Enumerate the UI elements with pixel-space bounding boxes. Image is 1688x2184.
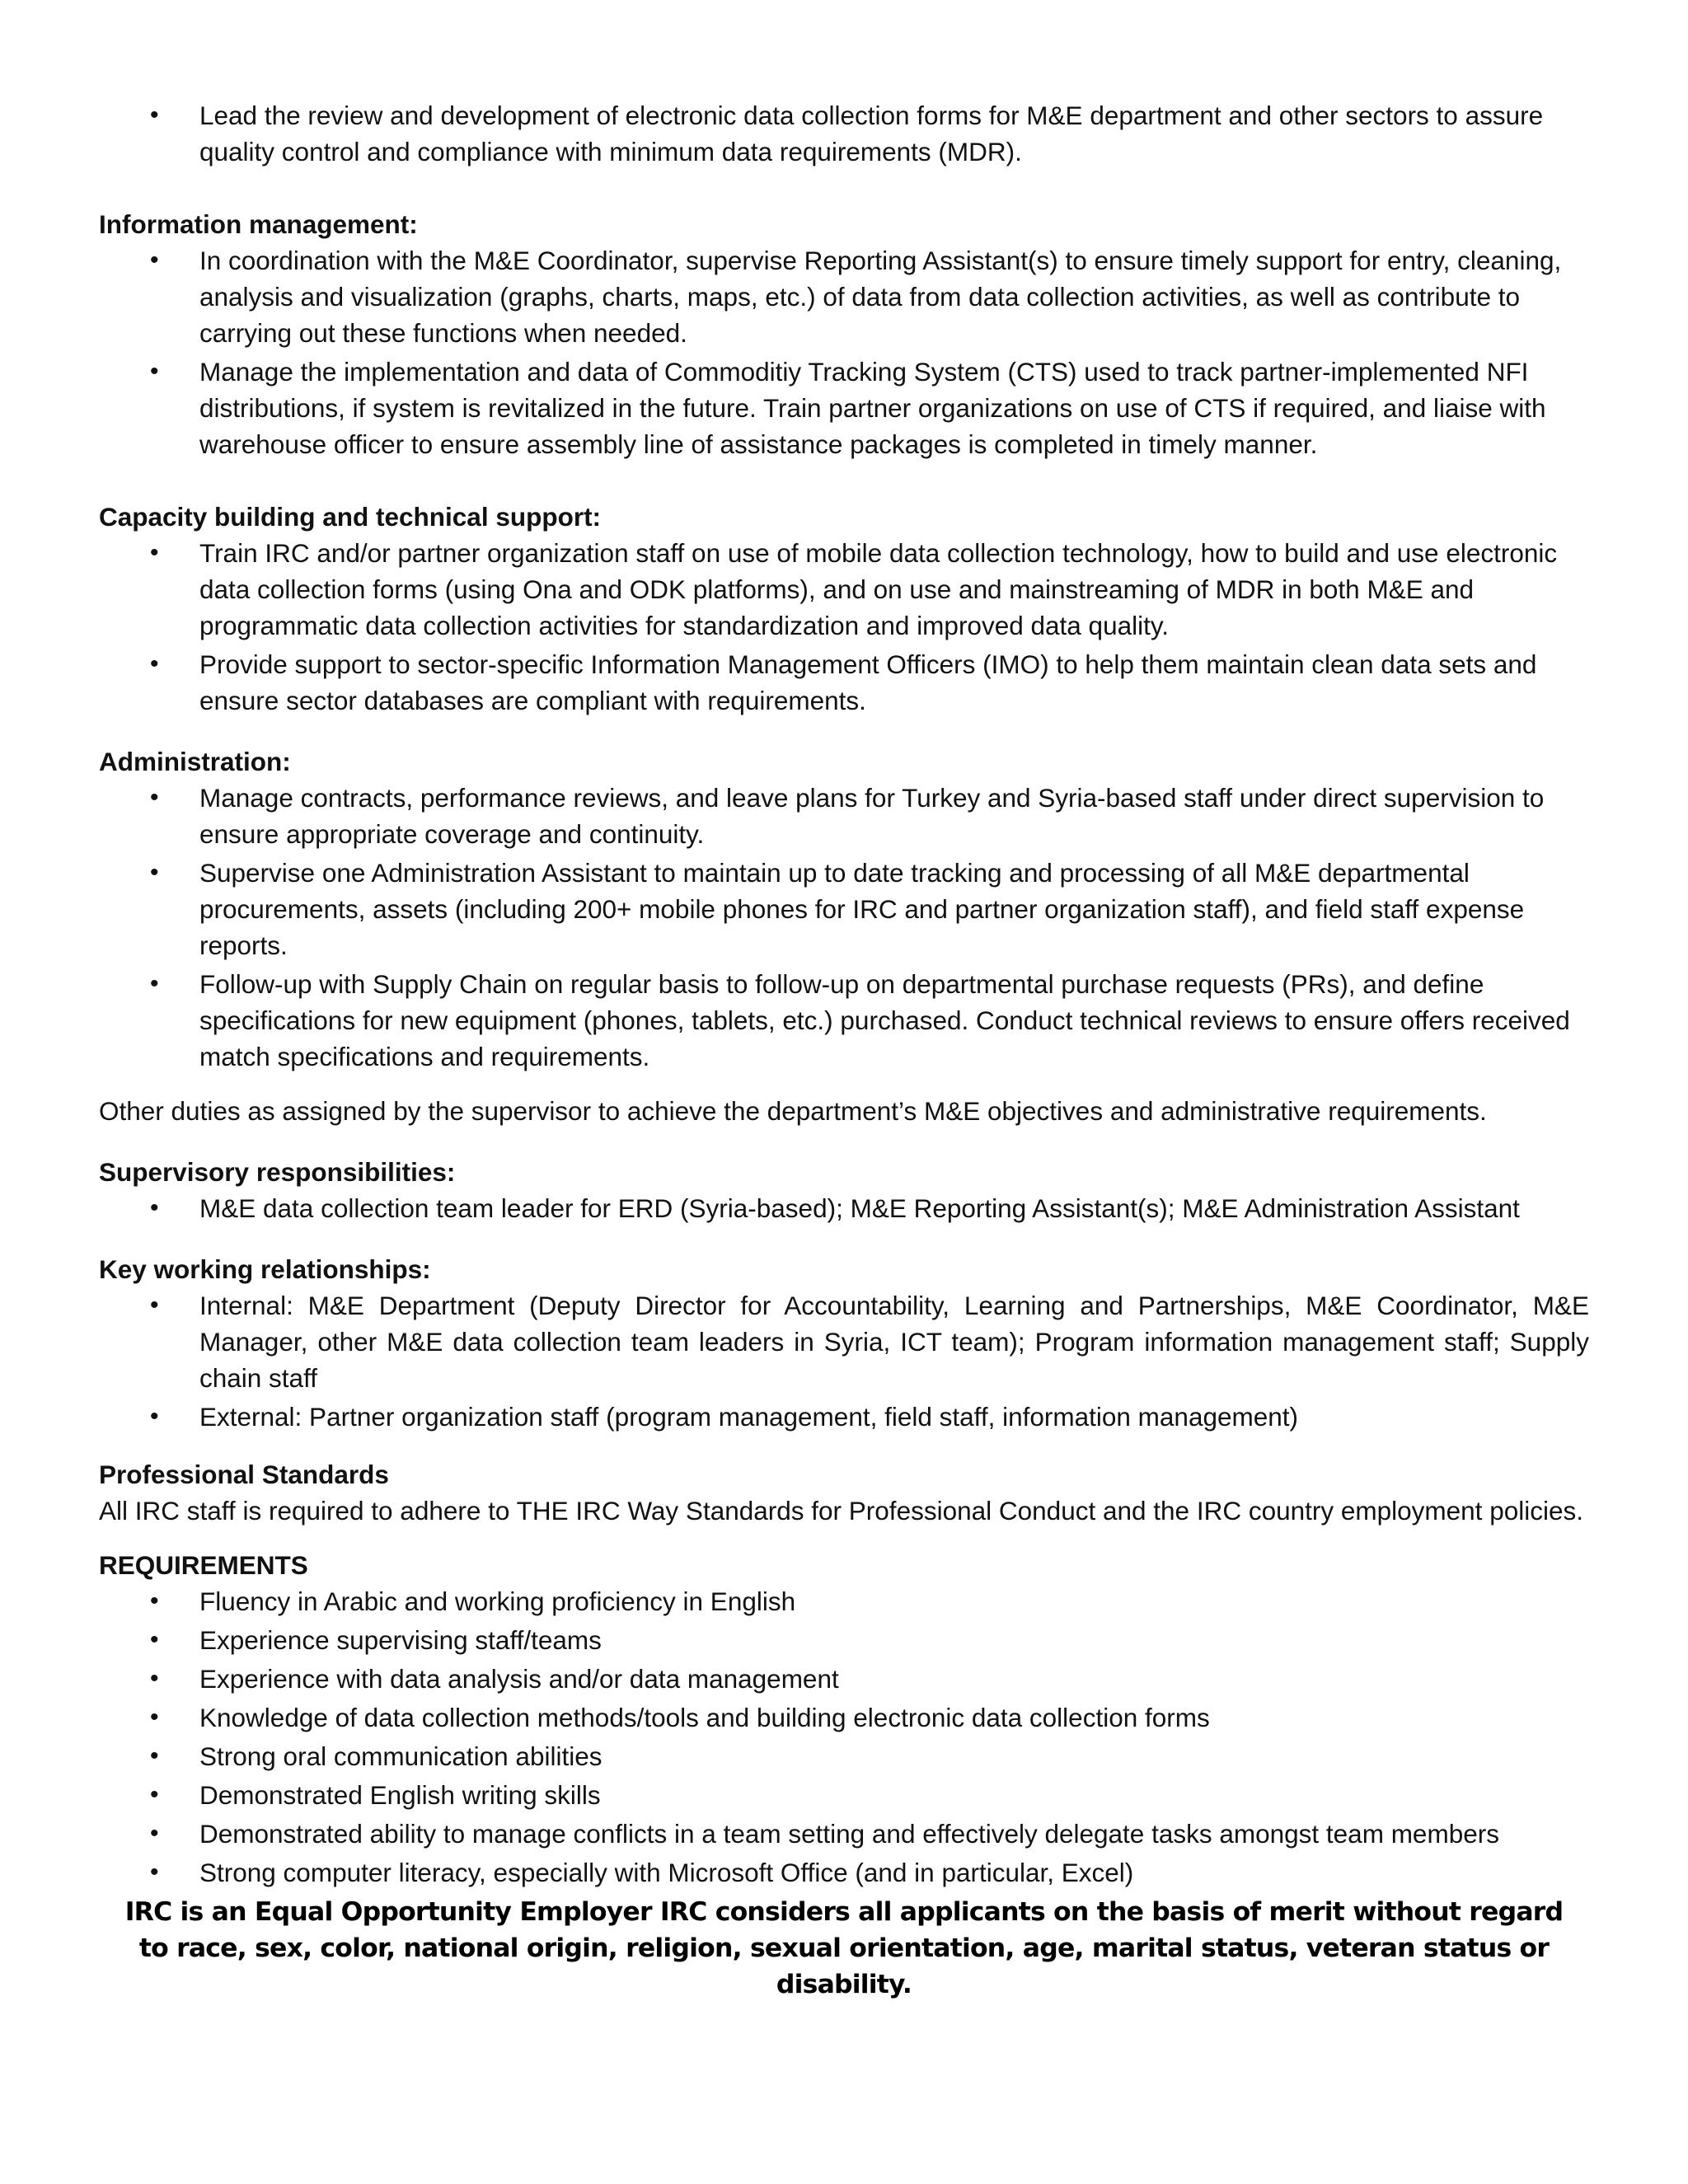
list-item: • Demonstrated English writing skills <box>99 1777 1589 1813</box>
section-heading: Capacity building and technical support: <box>99 502 602 532</box>
list-item: • Follow-up with Supply Chain on regular basis to follow-up on departmental purchase requests (PRs), and define specifications for new equipment (phones, tablets, etc.) purchased. Conduct technical reviews to ensure offers received match specifications and requirements. <box>99 966 1589 1075</box>
equal-opportunity-statement: IRC is an Equal Opportunity Employer IRC considers all applicants on the basis of merit without regard to race, sex, color, national origin, religion, sexual orientation, age, marital status, veteran status or disability. <box>124 1897 1564 1999</box>
list-item: • Fluency in Arabic and working proficiency in English <box>99 1583 1589 1619</box>
list-item: • Knowledge of data collection methods/tools and building electronic data collection forms <box>99 1699 1589 1736</box>
intro-bullet-list <box>99 97 1589 170</box>
requirements-section <box>99 1547 1589 1891</box>
information-management-section <box>99 206 1589 462</box>
supervisory-section <box>99 1154 1589 1226</box>
list-item: • In coordination with the M&E Coordinator, supervise Reporting Assistant(s) to ensure timely support for entry, cleaning, analysis and visualization (graphs, charts, maps, etc.) of data from data collection activities, as well as contribute to carrying out these functions when needed. <box>99 242 1589 351</box>
bullet-list <box>99 1287 1589 1435</box>
section-heading: Key working relationships: <box>99 1254 431 1284</box>
list-item: • Strong computer literacy, especially with Microsoft Office (and in particular, Excel) <box>99 1854 1589 1891</box>
requirements-list <box>99 1583 1589 1891</box>
section-heading: Administration: <box>99 747 291 776</box>
professional-standards-section <box>99 1456 1589 1529</box>
bullet-list <box>99 535 1589 719</box>
key-relationships-section <box>99 1251 1589 1435</box>
list-item: • Internal: M&E Department (Deputy Director for Accountability, Learning and Partnerships, M&E Coordinator, M&E Manager, other M&E data collection team leaders in Syria, ICT team); Program information management staff; Supply chain staff <box>99 1287 1589 1396</box>
other-duties-text: Other duties as assigned by the supervisor to achieve the department’s M&E objectives and administrative requirements. <box>99 1096 1487 1126</box>
list-item: • Train IRC and/or partner organization staff on use of mobile data collection technology, how to build and use electronic data collection forms (using Ona and ODK platforms), and on use and mainstreaming of MDR in both M&E and programmatic data collection activities for standardization and improved data quality. <box>99 535 1589 644</box>
professional-standards-text: All IRC staff is required to adhere to THE IRC Way Standards for Professional Conduct and the IRC country employment policies. <box>99 1496 1583 1526</box>
section-heading: Professional Standards <box>99 1460 389 1489</box>
list-item: • M&E data collection team leader for ERD (Syria-based); M&E Reporting Assistant(s); M&E Administration Assistant <box>99 1190 1589 1226</box>
bullet-list <box>99 242 1589 462</box>
list-item: • Strong oral communication abilities <box>99 1738 1589 1774</box>
bullet-list <box>99 780 1589 1075</box>
list-item: • External: Partner organization staff (program management, field staff, information management) <box>99 1399 1589 1435</box>
section-heading: REQUIREMENTS <box>99 1550 308 1580</box>
list-item: • Manage the implementation and data of Commoditiy Tracking System (CTS) used to track partner-implemented NFI distributions, if system is revitalized in the future. Train partner organizations on use of CTS if required, and liaise with warehouse officer to ensure assembly line of assistance packages is completed in timely manner. <box>99 354 1589 462</box>
list-item: • Lead the review and development of electronic data collection forms for M&E department and other sectors to assure quality control and compliance with minimum data requirements (MDR). <box>99 97 1589 170</box>
list-item: • Supervise one Administration Assistant to maintain up to date tracking and processing of all M&E departmental procurements, assets (including 200+ mobile phones for IRC and partner organization staff), and field staff expense reports. <box>99 855 1589 963</box>
list-item: • Experience supervising staff/teams <box>99 1622 1589 1658</box>
section-heading: Information management: <box>99 209 418 239</box>
section-heading: Supervisory responsibilities: <box>99 1157 456 1187</box>
capacity-building-section <box>99 499 1589 719</box>
list-item: • Experience with data analysis and/or data management <box>99 1661 1589 1697</box>
list-item: • Demonstrated ability to manage conflicts in a team setting and effectively delegate tasks amongst team members <box>99 1816 1589 1852</box>
list-item: • Manage contracts, performance reviews, and leave plans for Turkey and Syria-based staff under direct supervision to ensure appropriate coverage and continuity. <box>99 780 1589 852</box>
list-item: • Provide support to sector-specific Information Management Officers (IMO) to help them maintain clean data sets and ensure sector databases are compliant with requirements. <box>99 646 1589 719</box>
administration-section <box>99 743 1589 1075</box>
bullet-list <box>99 1190 1589 1226</box>
